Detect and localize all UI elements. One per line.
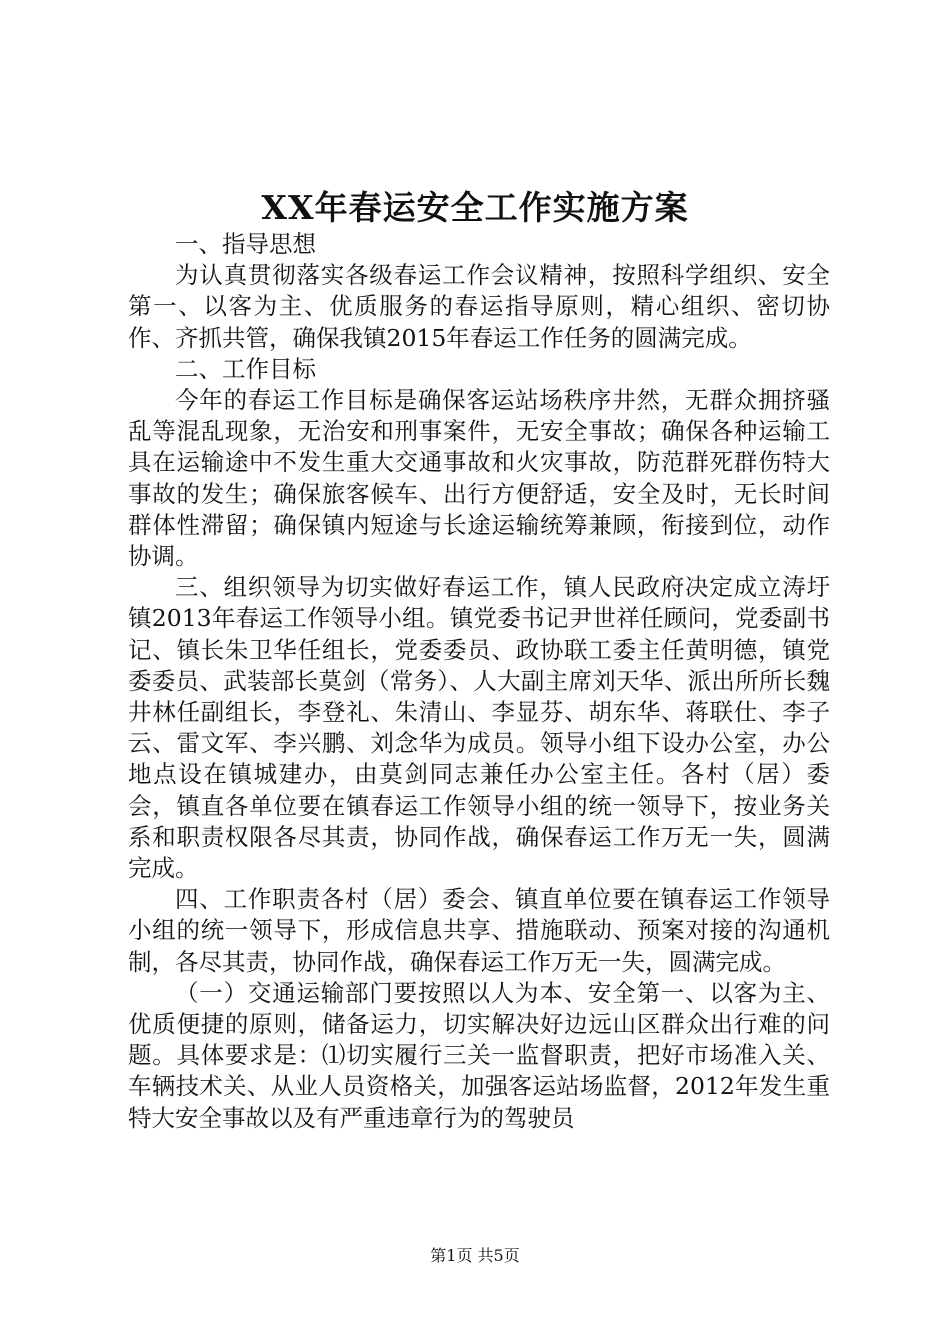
section-heading-guiding-ideology: 一、指导思想 — [175, 230, 316, 258]
document-body — [128, 229, 830, 1134]
document-title: XX年春运安全工作实施方案 — [261, 188, 689, 227]
paragraph-guiding-ideology: 为认真贯彻落实各级春运工作会议精神，按照科学组织、安全第一、以客为主、优质服务的春运指导原则，精心组织、密切协作、齐抓共管，确保我镇2015年春运工作任务的圆满完成。 — [128, 261, 830, 352]
paragraph-work-duties: 四、工作职责各村（居）委会、镇直单位要在镇春运工作领导小组的统一领导下，形成信息共享、措施联动、预案对接的沟通机制，各尽其责，协同作战，确保春运工作万无一失，圆满完成。 — [128, 885, 830, 976]
paragraph-organization-leadership: 三、组织领导为切实做好春运工作，镇人民政府决定成立涛圩镇2013年春运工作领导小组。镇党委书记尹世祥任顾问，党委副书记、镇长朱卫华任组长，党委委员、政协联工委主任黄明德，镇党委委员、武装部长莫剑（常务）、人大副主席刘天华、派出所所长魏井林任副组长，李登礼、朱清山、李显芬、胡东华、蒋联仕、李子云、雷文军、李兴鹏、刘念华为成员。领导小组下设办公室，办公地点设在镇城建办，由莫剑同志兼任办公室主任。各村（居）委会，镇直各单位要在镇春运工作领导小组的统一领导下，按业务关系和职责权限各尽其责，协同作战，确保春运工作万无一失，圆满完成。 — [128, 573, 830, 883]
paragraph-work-goals: 今年的春运工作目标是确保客运站场秩序井然，无群众拥挤骚乱等混乱现象，无治安和刑事案件，无安全事故；确保各种运输工具在运输途中不发生重大交通事故和火灾事故，防范群死群伤特大事故的发生；确保旅客候车、出行方便舒适，安全及时，无长时间群体性滞留；确保镇内短途与长途运输统筹兼顾，衔接到位，动作协调。 — [128, 386, 830, 571]
page-footer: 第1页 共5页 — [430, 1246, 520, 1265]
section-heading-work-goals: 二、工作目标 — [175, 354, 316, 383]
paragraph-transport-department: （一）交通运输部门要按照以人为本、安全第一、以客为主、优质便捷的原则，储备运力，切实解决好边远山区群众出行难的问题。具体要求是：⑴切实履行三关一监督职责，把好市场准入关、车辆技术关、从业人员资格关，加强客运站场监督，2012年发生重特大安全事故以及有严重违章行为的驾驶员 — [128, 978, 830, 1132]
